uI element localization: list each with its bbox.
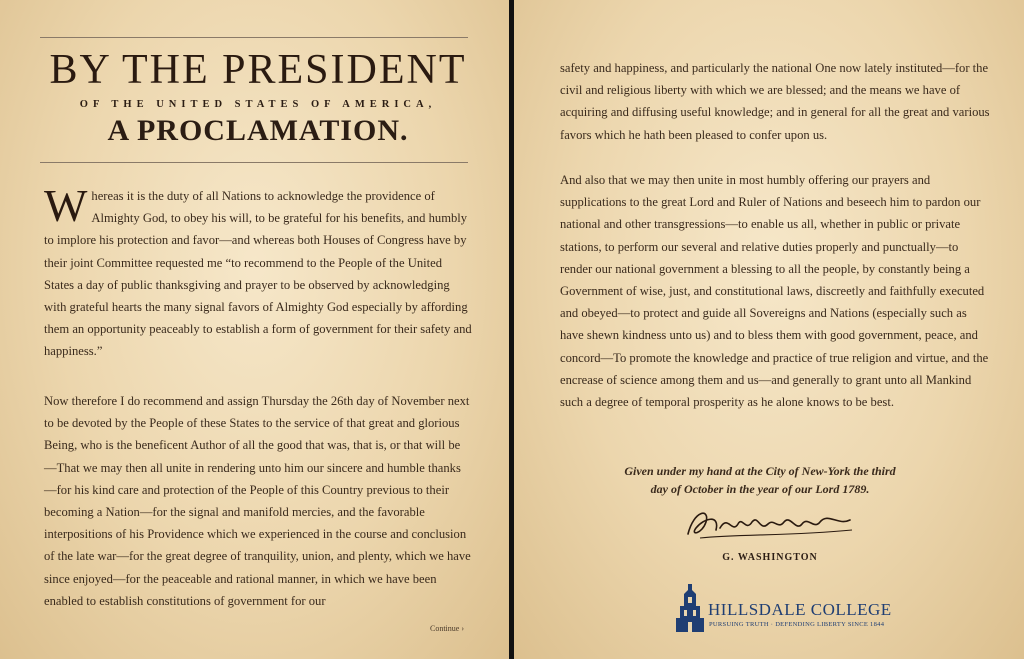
continue-link[interactable]: Continue › [430,624,464,633]
college-logo-name: HILLSDALE COLLEGE [708,600,892,619]
proclamation-heading: A PROCLAMATION. [107,114,409,147]
given-under-hand [600,462,920,498]
paragraph-2: Now therefore I do recommend and assign Thursday the 26th day of November next to be devoted by the People of these States to the service of that great and glorious Being, who is the beneficent Author of all the good that was, that is, or that will be—That we may then all unite in rendering unto him our sincere and humble thanks—for his kind care and protection of the People of this Country previous to their becoming a Nation—for the signal and manifold mercies, and the favorable interpositions of his Providence which we experienced in the course and conclusion of the late war—for the great degree of tranquility, union, and plenty, which we have since enjoyed—for the peaceable and rational manner, in which we have been enabled to establish constitutions of government for our [44,394,471,608]
drop-cap: W [44,180,88,231]
top-rule [40,37,468,38]
left-page [0,0,509,659]
signature-image [680,504,860,544]
signer-name: G. WASHINGTON [722,552,818,563]
paragraph-3: safety and happiness, and particularly the national One now lately instituted—for the civil and religious liberty with which we are blessed; and the means we have of acquiring and diffusing useful knowledge; and in general for all the great and various favors which he hath been pleased to confer upon us. [560,61,990,142]
page-subtitle: OF THE UNITED STATES OF AMERICA, [79,99,437,110]
paragraph-4: And also that we may then unite in most humbly offering our prayers and supplications to the great Lord and Ruler of Nations and beseech him to pardon our national and other transgressions—to enable us all, whether in public or private stations, to perform our several and relative duties properly and punctually—to render our national government a blessing to all the people, by constantly being a Government of wise, just, and constitutional laws, discreetly and faithfully executed and obeyed—to protect and guide all Sovereigns and Nations (especially such as have shewn kindness unto us) and to bless them with good government, peace, and concord—To promote the knowledge and practice of true religion and virtue, and the encrease of science among them and us—and generally to grant unto all Mankind such a degree of temporal prosperity as he alone knows to be best. [560,173,989,410]
header-rule [40,162,468,163]
given-line-1: Given under my hand at the City of New-York the third [624,464,896,478]
page-title: BY THE PRESIDENT [49,47,467,93]
paragraph-1-text: hereas it is the duty of all Nations to acknowledge the providence of Almighty God, to obey his will, to be grateful for his benefits, and humbly to implore his protection and favor—and whereas both Houses of Congress have by their joint Committee requested me “to recommend to the People of the United States a day of public thanksgiving and prayer to be observed by acknowledging with grateful hearts the many signal favors of Almighty God especially by affording them an opportunity peaceably to establish a form of government for their safety and happiness.” [44,189,472,359]
paragraph-1 [44,180,472,363]
given-line-2: day of October in the year of our Lord 1789. [650,482,870,496]
college-tower-icon [676,584,704,632]
college-logo-tagline: PURSUING TRUTH · DEFENDING LIBERTY SINCE 1844 [709,621,885,628]
